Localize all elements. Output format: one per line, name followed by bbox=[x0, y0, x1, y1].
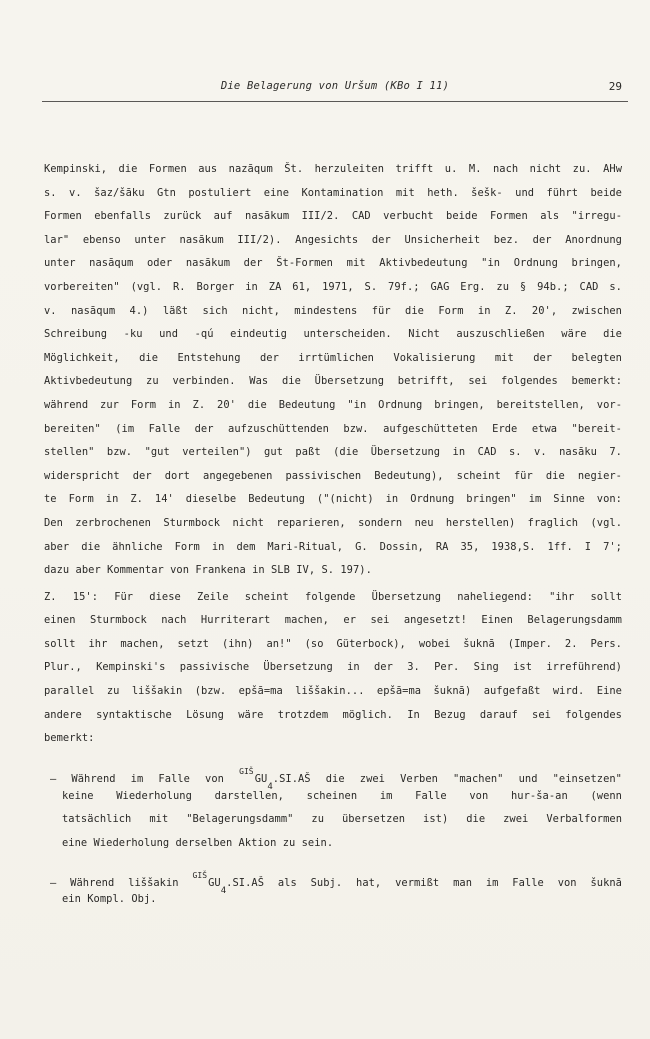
text-line: ein Kompl. Obj. bbox=[62, 892, 157, 905]
bullet-first-line bbox=[50, 751, 622, 792]
sign-index: 4 bbox=[220, 885, 227, 896]
text-line: aber die ähnliche Form in dem Mari-Ritual, G. Dossin, RA 35, 1938,S. 1ff. I 7'; bbox=[44, 540, 622, 553]
text-line: einen Sturmbock nach Hurriterart machen, er sei angesetzt! Einen Belagerungsdamm bbox=[44, 614, 622, 627]
determinative: GIŠ bbox=[192, 870, 208, 880]
bullet-tail: .SI.AŠ die zwei Verben "machen" und "einsetzen" bbox=[272, 772, 622, 785]
sign-index: 4 bbox=[267, 781, 273, 792]
text-line: sollt ihr machen, setzt (ihn) an!" (so Güterbock), wobei šuknā (Imper. 2. Pers. bbox=[44, 637, 622, 650]
bullet-tail: .SI.AŠ als Subj. hat, vermißt man im Falle von šuknā bbox=[226, 876, 622, 889]
bullet-first-line bbox=[50, 856, 622, 896]
bullet-item-1 bbox=[50, 751, 622, 856]
bullet-lead: – Während im Falle von bbox=[50, 772, 224, 785]
paragraph-1 bbox=[44, 158, 622, 583]
text-line: Aktivbedeutung zu verbinden. Was die Übersetzung betrifft, sei folgendes bemerkt: bbox=[44, 375, 622, 388]
text-line: s. v. šaz/šāku Gtn postuliert eine Kontamination mit heth. šešk- und führt beide bbox=[44, 186, 622, 199]
text-line: widerspricht der dort angegebenen passivischen Bedeutung), scheint für die negier- bbox=[44, 469, 622, 482]
text-line: Möglichkeit, die Entstehung der irrtümlichen Vokalisierung mit der belegten bbox=[44, 351, 622, 364]
page-header bbox=[42, 78, 628, 100]
text-line: Kempinski, die Formen aus nazāqum Št. herzuleiten trifft u. M. nach nicht zu. AHw bbox=[44, 163, 622, 175]
text-line: v. nasāqum 4.) läßt sich nicht, mindestens für die Form in Z. 20', zwischen bbox=[44, 304, 622, 317]
text-line: keine Wiederholung darstellen, scheinen im Falle von hur-ša-an (wenn bbox=[62, 789, 622, 802]
determinative: GIŠ bbox=[239, 766, 254, 776]
text-line: eine Wiederholung derselben Aktion zu sein. bbox=[62, 837, 334, 850]
text-line: stellen" bzw. "gut verteilen") gut paßt (die Übersetzung in CAD s. v. nasāku 7. bbox=[44, 446, 622, 459]
sumerogram: GU bbox=[208, 876, 221, 889]
text-line: parallel zu liššakin (bzw. epšā=ma liššakin... epšā=ma šuknā) aufgefaßt wird. Eine bbox=[44, 685, 622, 698]
text-line: tatsächlich mit "Belagerungsdamm" zu übersetzen ist) die zwei Verbalformen bbox=[62, 813, 622, 826]
body-text bbox=[44, 158, 622, 911]
text-line: unter nasāqum oder nasākum der Št-Formen mit Aktivbedeutung "in Ordnung bringen, bbox=[44, 257, 622, 270]
header-rule bbox=[42, 101, 628, 102]
text-line: Schreibung -ku und -qú eindeutig unterscheiden. Nicht auszuschließen wäre die bbox=[44, 328, 622, 341]
text-line: während zur Form in Z. 20' die Bedeutung "in Ordnung bringen, bereitstellen, vor- bbox=[44, 398, 622, 411]
text-line: bereiten" (im Falle der aufzuschüttenden bzw. aufgeschütteten Erde etwa "bereit- bbox=[44, 422, 622, 435]
text-line: dazu aber Kommentar von Frankena in SLB IV, S. 197). bbox=[44, 564, 372, 577]
text-line: Plur., Kempinski's passivische Übersetzung in der 3. Per. Sing ist irreführend) bbox=[44, 661, 622, 674]
text-line: lar" ebenso unter nasākum III/2). Angesichts der Unsicherheit bez. der Anordnung bbox=[44, 233, 622, 246]
text-line: te Form in Z. 14' dieselbe Bedeutung ("(nicht) in Ordnung bringen" im Sinne von: bbox=[44, 493, 622, 506]
bullet-item-2 bbox=[50, 856, 622, 912]
text-line: vorbereiten" (vgl. R. Borger in ZA 61, 1971, S. 79f.; GAG Erg. zu § 94b.; CAD s. bbox=[44, 280, 622, 293]
page-number: 29 bbox=[608, 80, 622, 93]
text-line: Formen ebenfalls zurück auf nasākum III/2. CAD verbucht beide Formen als "irregu- bbox=[44, 210, 622, 223]
text-line: andere syntaktische Lösung wäre trotzdem möglich. In Bezug darauf sei folgendes bbox=[44, 708, 622, 721]
bullet-list bbox=[50, 751, 622, 911]
bullet-lead: – Während liššakin bbox=[50, 876, 179, 889]
paragraph-2 bbox=[44, 586, 622, 751]
text-line: Den zerbrochenen Sturmbock nicht reparieren, sondern neu herstellen) fraglich (vgl. bbox=[44, 516, 622, 529]
text-line: Z. 15': Für diese Zeile scheint folgende Übersetzung naheliegend: "ihr sollt bbox=[44, 590, 622, 603]
text-line: bemerkt: bbox=[44, 732, 95, 745]
running-title: Die Belagerung von Uršum (KBo I 11) bbox=[220, 80, 450, 92]
sumerogram: GU bbox=[254, 772, 268, 785]
